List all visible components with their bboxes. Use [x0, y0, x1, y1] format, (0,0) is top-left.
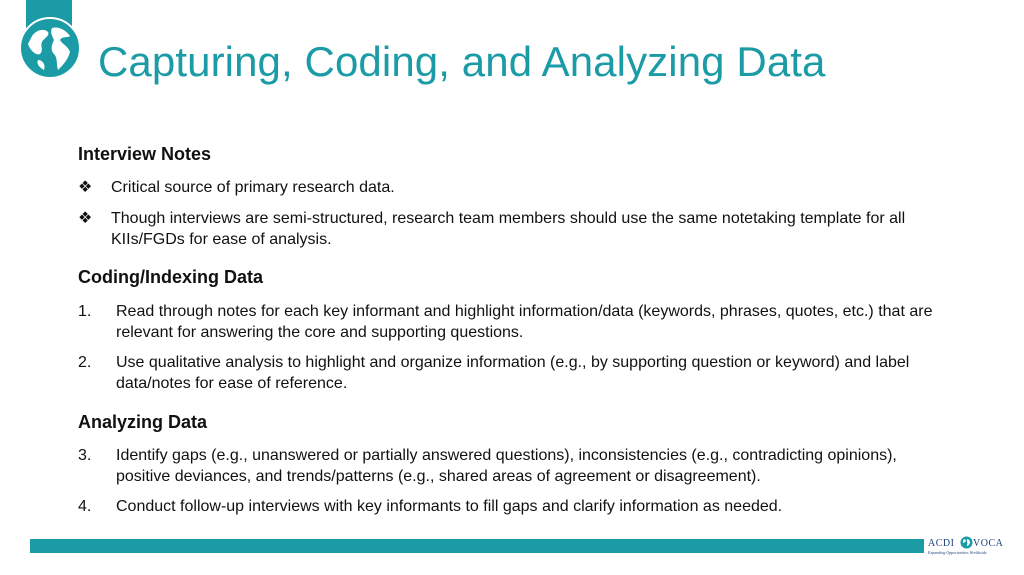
list-item-text: Read through notes for each key informant and highlight information/data (keywords, phrases, quotes, etc.) that are relevant for answering the core and supporting questions. — [116, 303, 933, 341]
logo-left-text: ACDI — [928, 538, 955, 549]
logo-right-text: VOCA — [973, 538, 1004, 549]
list-item-text: Though interviews are semi-structured, research team members should use the same notetaking template for all KIIs/FGDs for ease of analysis. — [111, 210, 906, 248]
list-number: 4. — [78, 498, 92, 515]
list-number: 3. — [78, 447, 92, 464]
diamond-bullet-icon: ❖ — [78, 210, 93, 227]
list-number: 2. — [78, 354, 92, 371]
page-title: Capturing, Coding, and Analyzing Data — [98, 38, 826, 85]
list-item-text: Critical source of primary research data. — [111, 179, 395, 196]
section-heading-coding-indexing: Coding/Indexing Data — [78, 267, 264, 287]
footer-accent-bar — [30, 539, 924, 553]
diamond-bullet-icon: ❖ — [78, 179, 93, 196]
list-number: 1. — [78, 303, 92, 320]
globe-icon — [18, 16, 82, 80]
section-heading-analyzing-data: Analyzing Data — [78, 412, 208, 432]
list-item-text: Use qualitative analysis to highlight and organize information (e.g., by supporting question or keyword) and label data/notes for ease of reference. — [116, 354, 910, 392]
list-item-text: Identify gaps (e.g., unanswered or partially answered questions), inconsistencies (e.g., contradicting opinions), positive deviances, and trends/patterns (e.g., shared areas of agreement or disagreement). — [116, 447, 897, 485]
list-item-text: Conduct follow-up interviews with key informants to fill gaps and clarify information as needed. — [116, 498, 783, 515]
logo-globe-icon — [960, 536, 973, 549]
acdi-voca-logo — [926, 535, 1004, 557]
section-heading-interview-notes: Interview Notes — [78, 144, 212, 164]
logo-tagline: Expanding Opportunities Worldwide — [928, 550, 987, 555]
